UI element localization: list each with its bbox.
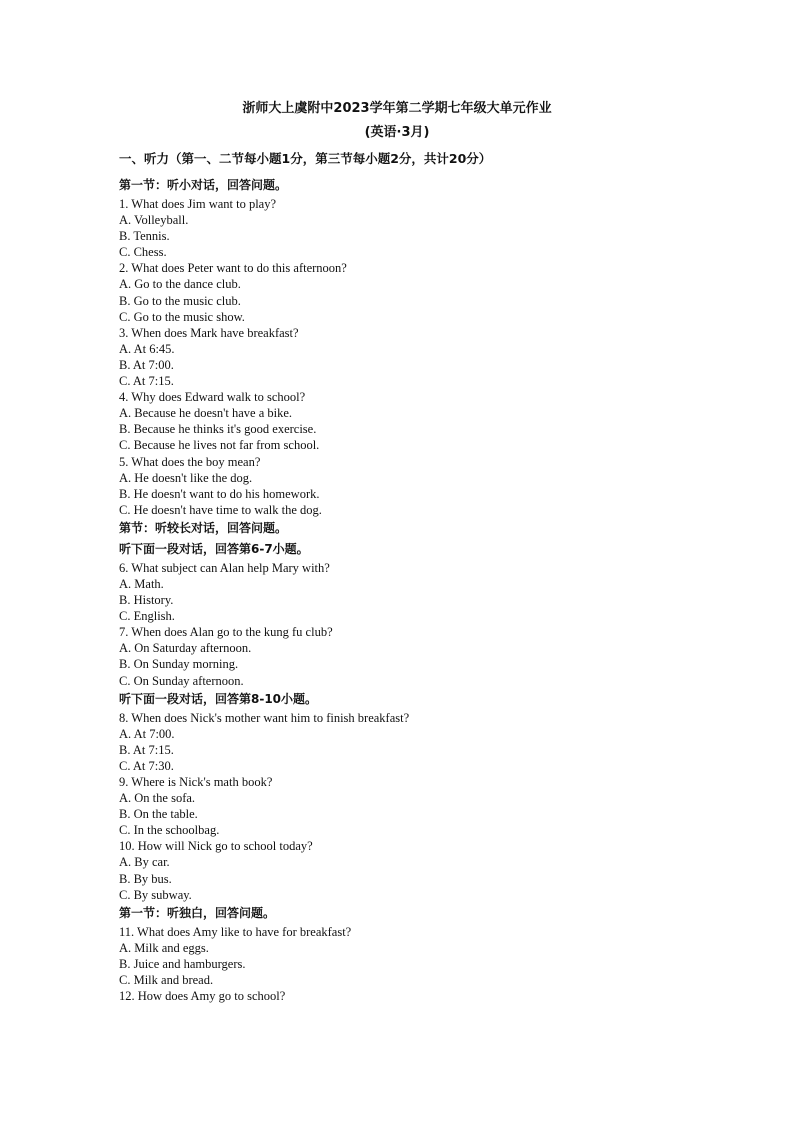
- document-subtitle: (英语·3月): [364, 125, 430, 140]
- answer-option: C. Go to the music show.: [119, 309, 245, 324]
- answer-option: A. Milk and eggs.: [119, 940, 209, 955]
- dialog-heading: 听下面一段对话，回答第6-7小题。: [119, 541, 309, 556]
- question-list: [119, 560, 679, 689]
- question-text: 4. Why does Edward walk to school?: [119, 390, 306, 405]
- answer-option: C. By subway.: [119, 887, 192, 902]
- answer-option: C. In the schoolbag.: [119, 823, 220, 838]
- answer-option: C. Milk and bread.: [119, 973, 214, 988]
- question-text: 12. How does Amy go to school?: [119, 989, 286, 1004]
- answer-option: A. Go to the dance club.: [119, 277, 241, 292]
- answer-option: C. He doesn't have time to walk the dog.: [119, 502, 322, 517]
- question-text: 6. What subject can Alan help Mary with?: [119, 560, 330, 575]
- dialog-heading: 听下面一段对话，回答第8-10小题。: [119, 691, 318, 706]
- answer-option: C. At 7:30.: [119, 758, 174, 773]
- answer-option: B. History.: [119, 593, 174, 608]
- answer-option: B. Juice and hamburgers.: [119, 956, 246, 971]
- answer-option: B. On the table.: [119, 807, 198, 822]
- answer-option: B. Tennis.: [119, 229, 170, 244]
- question-text: 10. How will Nick go to school today?: [119, 839, 313, 854]
- answer-option: B. By bus.: [119, 871, 172, 886]
- answer-option: B. At 7:00.: [119, 357, 174, 372]
- answer-option: A. Because he doesn't have a bike.: [119, 406, 293, 421]
- document-body: [119, 149, 679, 1004]
- part-heading: 一、听力（第一、二节每小题1分，第三节每小题2分，共计20分）: [119, 151, 492, 166]
- answer-option: C. Chess.: [119, 245, 167, 260]
- answer-option: A. At 6:45.: [119, 341, 175, 356]
- question-text: 3. When does Mark have breakfast?: [119, 325, 299, 340]
- question-list: [119, 710, 679, 903]
- answer-option: B. Because he thinks it's good exercise.: [119, 422, 317, 437]
- question-list: [119, 196, 679, 518]
- answer-option: A. On the sofa.: [119, 791, 196, 806]
- answer-option: C. Because he lives not far from school.: [119, 438, 320, 453]
- question-text: 2. What does Peter want to do this afternoon?: [119, 261, 347, 276]
- answer-option: B. He doesn't want to do his homework.: [119, 486, 320, 501]
- answer-option: A. He doesn't like the dog.: [119, 470, 253, 485]
- question-text: 7. When does Alan go to the kung fu club?: [119, 625, 333, 640]
- answer-option: B. At 7:15.: [119, 742, 174, 757]
- question-list: [119, 924, 679, 1004]
- answer-option: A. Volleyball.: [119, 213, 189, 228]
- section-heading: 第一节：听小对话，回答问题。: [119, 178, 288, 192]
- answer-option: A. By car.: [119, 855, 170, 870]
- answer-option: C. At 7:15.: [119, 374, 174, 389]
- question-text: 8. When does Nick's mother want him to finish breakfast?: [119, 710, 410, 725]
- section-heading: 第节：听较长对话，回答问题。: [119, 520, 288, 535]
- question-text: 1. What does Jim want to play?: [119, 197, 277, 211]
- answer-option: B. Go to the music club.: [119, 293, 241, 308]
- answer-option: A. Math.: [119, 576, 164, 591]
- answer-option: A. At 7:00.: [119, 726, 175, 741]
- question-text: 9. Where is Nick's math book?: [119, 775, 273, 789]
- section-heading: 第一节：听独白，回答问题。: [119, 905, 276, 920]
- answer-option: C. English.: [119, 609, 175, 624]
- answer-option: C. On Sunday afternoon.: [119, 673, 244, 688]
- question-text: 5. What does the boy mean?: [119, 454, 261, 469]
- answer-option: A. On Saturday afternoon.: [119, 641, 252, 656]
- answer-option: B. On Sunday morning.: [119, 657, 239, 672]
- question-text: 11. What does Amy like to have for breakfast?: [119, 924, 352, 939]
- document-title: 浙师大上虞附中2023学年第二学期七年级大单元作业: [242, 101, 552, 116]
